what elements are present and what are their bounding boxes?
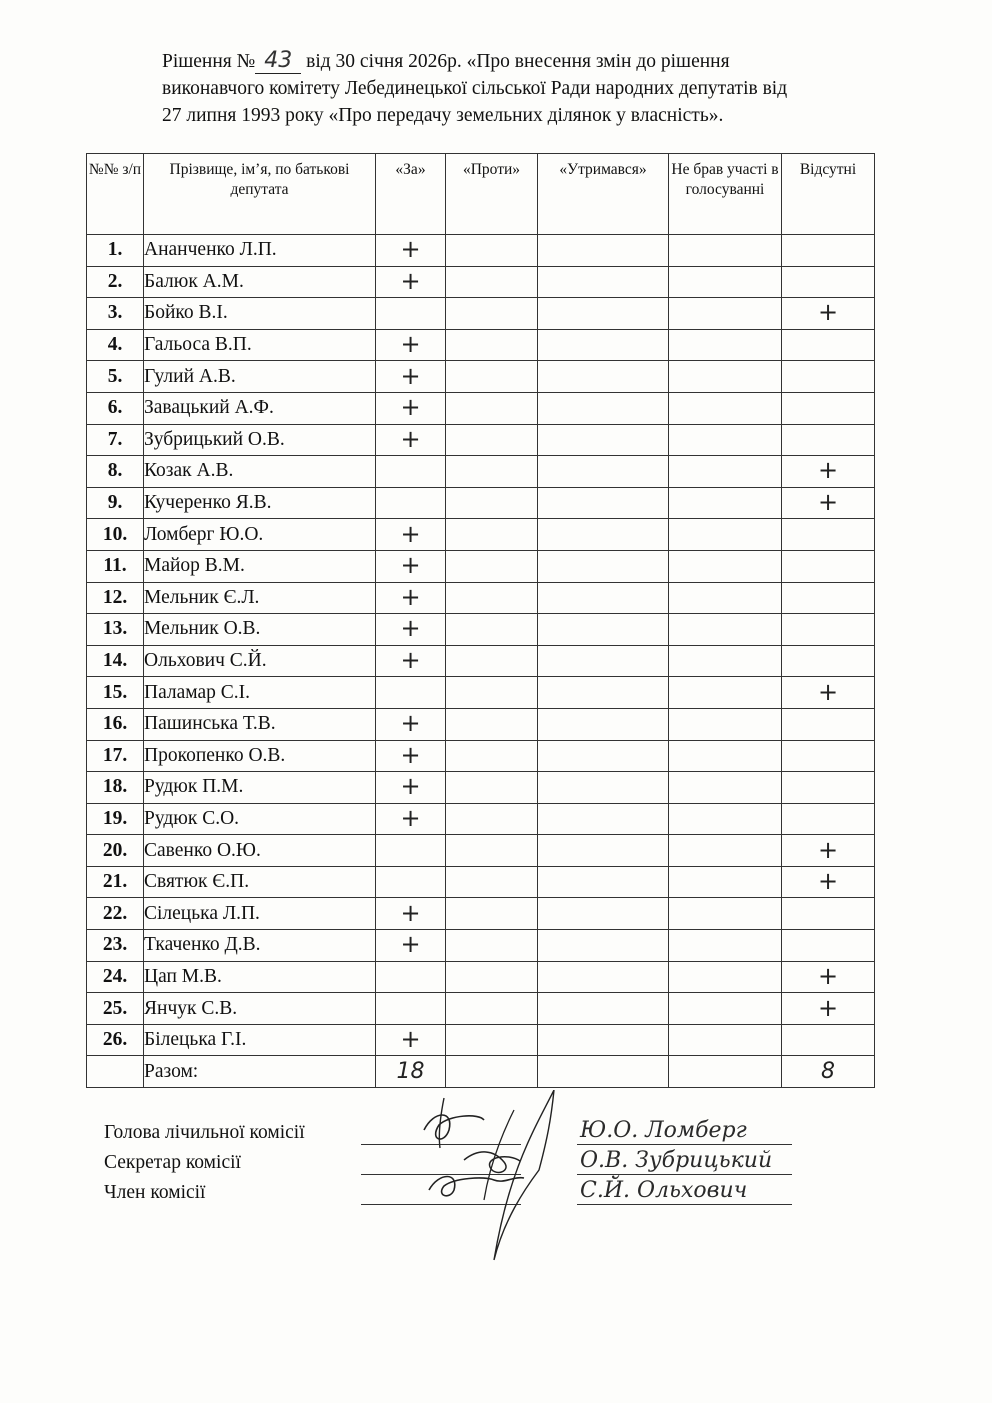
absent-cell: [782, 677, 875, 709]
total-against: [446, 1056, 538, 1088]
row-number: 2.: [87, 266, 144, 298]
total-row: [87, 1056, 875, 1088]
vote-against-cell: [446, 519, 538, 551]
vote-abstain-cell: [538, 898, 669, 930]
handwritten-plus-mark: +: [400, 424, 421, 453]
col-header-name: Прізвище, ім’я, по батькові депутата: [144, 154, 376, 235]
absent-cell: [782, 645, 875, 677]
vote-no-participation-cell: [669, 582, 782, 614]
col-header-no-participation: Не брав участі в голосуванні: [669, 154, 782, 235]
vote-no-participation-cell: [669, 298, 782, 330]
row-number: 1.: [87, 235, 144, 267]
row-number: 20.: [87, 835, 144, 867]
vote-against-cell: [446, 550, 538, 582]
deputy-name: Бойко В.І.: [144, 298, 376, 330]
handwritten-plus-mark: +: [400, 803, 421, 832]
row-number: 4.: [87, 329, 144, 361]
handwritten-plus-mark: +: [400, 740, 421, 769]
vote-table-body: [87, 235, 875, 1056]
vote-for-cell: [376, 961, 446, 993]
vote-abstain-cell: [538, 740, 669, 772]
absent-cell: [782, 487, 875, 519]
vote-for-cell: [376, 582, 446, 614]
table-row: [87, 708, 875, 740]
absent-cell: [782, 866, 875, 898]
row-number: 22.: [87, 898, 144, 930]
vote-against-cell: [446, 708, 538, 740]
table-row: [87, 930, 875, 962]
vote-abstain-cell: [538, 550, 669, 582]
vote-abstain-cell: [538, 930, 669, 962]
vote-for-cell: [376, 866, 446, 898]
row-number: 11.: [87, 550, 144, 582]
handwritten-plus-mark: +: [817, 298, 839, 327]
table-row: [87, 740, 875, 772]
vote-against-cell: [446, 898, 538, 930]
signature-block: [104, 1120, 864, 1240]
table-row: [87, 550, 875, 582]
vote-no-participation-cell: [669, 740, 782, 772]
vote-for-cell: [376, 740, 446, 772]
vote-against-cell: [446, 392, 538, 424]
vote-abstain-cell: [538, 803, 669, 835]
decision-date-title: від 30 січня 2026р. «Про внесення змін до рішення: [306, 51, 730, 72]
vote-against-cell: [446, 835, 538, 867]
handwritten-plus-mark: +: [817, 867, 839, 896]
vote-against-cell: [446, 740, 538, 772]
vote-for-cell: [376, 424, 446, 456]
vote-against-cell: [446, 235, 538, 267]
absent-cell: [782, 740, 875, 772]
absent-cell: [782, 1024, 875, 1056]
chair-label: Голова лічильної комісії: [104, 1122, 305, 1143]
table-row: [87, 519, 875, 551]
vote-no-participation-cell: [669, 424, 782, 456]
deputy-name: Пашинська Т.В.: [144, 708, 376, 740]
deputy-name: Майор В.М.: [144, 550, 376, 582]
vote-abstain-cell: [538, 866, 669, 898]
vote-for-cell: [376, 487, 446, 519]
vote-for-cell: [376, 645, 446, 677]
vote-no-participation-cell: [669, 866, 782, 898]
deputy-name: Козак А.В.: [144, 456, 376, 488]
table-row: [87, 235, 875, 267]
deputy-name: Ананченко Л.П.: [144, 235, 376, 267]
absent-cell: [782, 329, 875, 361]
row-number: 17.: [87, 740, 144, 772]
vote-abstain-cell: [538, 519, 669, 551]
vote-no-participation-cell: [669, 1024, 782, 1056]
handwritten-plus-mark: +: [400, 1025, 421, 1054]
deputy-name: Паламар С.І.: [144, 677, 376, 709]
row-number: 9.: [87, 487, 144, 519]
absent-cell: [782, 930, 875, 962]
vote-abstain-cell: [538, 772, 669, 804]
absent-cell: [782, 614, 875, 646]
row-number: 7.: [87, 424, 144, 456]
handwritten-plus-mark: +: [400, 772, 421, 801]
row-number: 12.: [87, 582, 144, 614]
vote-no-participation-cell: [669, 677, 782, 709]
vote-no-participation-cell: [669, 487, 782, 519]
row-number: 6.: [87, 392, 144, 424]
vote-abstain-cell: [538, 424, 669, 456]
vote-against-cell: [446, 993, 538, 1025]
absent-cell: [782, 519, 875, 551]
vote-abstain-cell: [538, 677, 669, 709]
table-row: [87, 329, 875, 361]
vote-for-cell: [376, 898, 446, 930]
total-no-participation: [669, 1056, 782, 1088]
table-row: [87, 614, 875, 646]
vote-no-participation-cell: [669, 614, 782, 646]
row-number: 14.: [87, 645, 144, 677]
vote-abstain-cell: [538, 582, 669, 614]
vote-abstain-cell: [538, 298, 669, 330]
handwritten-plus-mark: +: [400, 614, 421, 643]
vote-table: [86, 153, 875, 1088]
decision-prefix: Рішення №: [162, 51, 256, 72]
deputy-name: Прокопенко О.В.: [144, 740, 376, 772]
vote-for-cell: [376, 803, 446, 835]
table-row: [87, 456, 875, 488]
absent-cell: [782, 803, 875, 835]
table-row: [87, 266, 875, 298]
vote-against-cell: [446, 266, 538, 298]
vote-no-participation-cell: [669, 645, 782, 677]
table-row: [87, 835, 875, 867]
table-row: [87, 772, 875, 804]
vote-no-participation-cell: [669, 235, 782, 267]
row-number: 21.: [87, 866, 144, 898]
vote-for-cell: [376, 456, 446, 488]
handwritten-plus-mark: +: [817, 961, 839, 990]
handwritten-plus-mark: +: [400, 582, 421, 611]
absent-cell: [782, 582, 875, 614]
table-row: [87, 1024, 875, 1056]
deputy-name: Ткаченко Д.В.: [144, 930, 376, 962]
handwritten-plus-mark: +: [400, 930, 421, 959]
vote-abstain-cell: [538, 708, 669, 740]
vote-no-participation-cell: [669, 772, 782, 804]
vote-for-cell: [376, 329, 446, 361]
vote-no-participation-cell: [669, 898, 782, 930]
absent-cell: [782, 898, 875, 930]
vote-abstain-cell: [538, 361, 669, 393]
vote-abstain-cell: [538, 835, 669, 867]
decision-header: [162, 48, 922, 129]
deputy-name: Зубрицький О.В.: [144, 424, 376, 456]
col-header-abstain: «Утримався»: [538, 154, 669, 235]
handwritten-plus-mark: +: [817, 993, 839, 1022]
total-label: Разом:: [144, 1056, 376, 1088]
row-number: 8.: [87, 456, 144, 488]
deputy-name: Кучеренко Я.В.: [144, 487, 376, 519]
deputy-name: Мельник О.В.: [144, 614, 376, 646]
vote-abstain-cell: [538, 1024, 669, 1056]
handwritten-plus-mark: +: [400, 709, 421, 738]
table-row: [87, 361, 875, 393]
absent-cell: [782, 772, 875, 804]
table-header-row: [87, 154, 875, 235]
vote-for-cell: [376, 392, 446, 424]
vote-no-participation-cell: [669, 392, 782, 424]
vote-for-cell: [376, 266, 446, 298]
deputy-name: Рудюк С.О.: [144, 803, 376, 835]
vote-abstain-cell: [538, 456, 669, 488]
handwritten-plus-mark: +: [817, 677, 839, 706]
vote-for-cell: [376, 993, 446, 1025]
deputy-name: Святюк Є.П.: [144, 866, 376, 898]
vote-for-cell: [376, 835, 446, 867]
handwritten-plus-mark: +: [400, 330, 421, 359]
vote-against-cell: [446, 424, 538, 456]
vote-against-cell: [446, 361, 538, 393]
row-number: 15.: [87, 677, 144, 709]
vote-abstain-cell: [538, 235, 669, 267]
member-label: Член комісії: [104, 1182, 206, 1203]
deputy-name: Сілецька Л.П.: [144, 898, 376, 930]
vote-abstain-cell: [538, 614, 669, 646]
col-header-against: «Проти»: [446, 154, 538, 235]
table-row: [87, 961, 875, 993]
vote-against-cell: [446, 803, 538, 835]
deputy-name: Гулий А.В.: [144, 361, 376, 393]
secretary-label: Секретар комісії: [104, 1152, 241, 1173]
deputy-name: Рудюк П.М.: [144, 772, 376, 804]
total-absent: 8: [782, 1056, 875, 1088]
vote-no-participation-cell: [669, 708, 782, 740]
row-number: 16.: [87, 708, 144, 740]
row-number: 5.: [87, 361, 144, 393]
row-number: 23.: [87, 930, 144, 962]
row-number: 19.: [87, 803, 144, 835]
vote-abstain-cell: [538, 961, 669, 993]
vote-for-cell: [376, 298, 446, 330]
absent-cell: [782, 961, 875, 993]
vote-no-participation-cell: [669, 835, 782, 867]
absent-cell: [782, 424, 875, 456]
deputy-name: Білецька Г.І.: [144, 1024, 376, 1056]
decision-number: 43: [255, 51, 301, 74]
vote-no-participation-cell: [669, 993, 782, 1025]
handwritten-plus-mark: +: [400, 898, 421, 927]
vote-against-cell: [446, 1024, 538, 1056]
handwritten-plus-mark: +: [400, 646, 421, 675]
vote-against-cell: [446, 645, 538, 677]
vote-for-cell: [376, 614, 446, 646]
deputy-name: Балюк А.М.: [144, 266, 376, 298]
vote-no-participation-cell: [669, 930, 782, 962]
deputy-name: Янчук С.В.: [144, 993, 376, 1025]
table-row: [87, 677, 875, 709]
vote-against-cell: [446, 582, 538, 614]
vote-for-cell: [376, 708, 446, 740]
handwritten-plus-mark: +: [817, 456, 839, 485]
header-line-2: виконавчого комітету Лебединецької сільської Ради народних депутатів від: [162, 78, 788, 99]
handwritten-plus-mark: +: [400, 551, 421, 580]
deputy-name: Савенко О.Ю.: [144, 835, 376, 867]
secretary-name: О.В. Зубрицький: [580, 1148, 773, 1173]
deputy-name: Цап М.В.: [144, 961, 376, 993]
header-line-3: 27 липня 1993 року «Про передачу земельних ділянок у власність».: [162, 105, 724, 126]
vote-abstain-cell: [538, 266, 669, 298]
vote-against-cell: [446, 487, 538, 519]
table-row: [87, 993, 875, 1025]
col-header-num: №№ з/п: [87, 154, 144, 235]
handwritten-plus-mark: +: [817, 488, 839, 517]
vote-no-participation-cell: [669, 456, 782, 488]
table-row: [87, 392, 875, 424]
deputy-name: Мельник Є.Л.: [144, 582, 376, 614]
table-row: [87, 866, 875, 898]
table-row: [87, 803, 875, 835]
vote-for-cell: [376, 1024, 446, 1056]
vote-against-cell: [446, 772, 538, 804]
vote-for-cell: [376, 519, 446, 551]
col-header-for: «За»: [376, 154, 446, 235]
absent-cell: [782, 456, 875, 488]
row-number: 13.: [87, 614, 144, 646]
absent-cell: [782, 266, 875, 298]
total-for: 18: [376, 1056, 446, 1088]
vote-for-cell: [376, 677, 446, 709]
vote-no-participation-cell: [669, 803, 782, 835]
handwritten-plus-mark: +: [817, 835, 839, 864]
vote-against-cell: [446, 866, 538, 898]
handwritten-signatures-icon: [404, 1090, 684, 1270]
vote-abstain-cell: [538, 392, 669, 424]
handwritten-plus-mark: +: [400, 519, 421, 548]
vote-for-cell: [376, 361, 446, 393]
vote-against-cell: [446, 456, 538, 488]
total-num-cell: [87, 1056, 144, 1088]
table-row: [87, 487, 875, 519]
deputy-name: Гальоса В.П.: [144, 329, 376, 361]
absent-cell: [782, 550, 875, 582]
vote-against-cell: [446, 961, 538, 993]
absent-cell: [782, 835, 875, 867]
vote-abstain-cell: [538, 645, 669, 677]
vote-abstain-cell: [538, 329, 669, 361]
deputy-name: Ломберг Ю.О.: [144, 519, 376, 551]
vote-abstain-cell: [538, 487, 669, 519]
handwritten-plus-mark: +: [400, 235, 421, 264]
vote-against-cell: [446, 930, 538, 962]
absent-cell: [782, 298, 875, 330]
vote-for-cell: [376, 930, 446, 962]
deputy-name: Ольхович С.Й.: [144, 645, 376, 677]
row-number: 3.: [87, 298, 144, 330]
row-number: 25.: [87, 993, 144, 1025]
vote-no-participation-cell: [669, 550, 782, 582]
vote-against-cell: [446, 677, 538, 709]
vote-no-participation-cell: [669, 519, 782, 551]
absent-cell: [782, 235, 875, 267]
header-line-1: [162, 48, 922, 75]
member-name: С.Й. Ольхович: [580, 1178, 748, 1203]
row-number: 24.: [87, 961, 144, 993]
col-header-absent: Відсутні: [782, 154, 875, 235]
table-row: [87, 582, 875, 614]
vote-for-cell: [376, 235, 446, 267]
vote-no-participation-cell: [669, 361, 782, 393]
row-number: 26.: [87, 1024, 144, 1056]
handwritten-plus-mark: +: [400, 266, 421, 295]
vote-against-cell: [446, 298, 538, 330]
handwritten-plus-mark: +: [400, 361, 421, 390]
vote-against-cell: [446, 614, 538, 646]
vote-for-cell: [376, 550, 446, 582]
vote-against-cell: [446, 329, 538, 361]
absent-cell: [782, 361, 875, 393]
row-number: 18.: [87, 772, 144, 804]
vote-for-cell: [376, 772, 446, 804]
table-row: [87, 424, 875, 456]
absent-cell: [782, 708, 875, 740]
vote-no-participation-cell: [669, 266, 782, 298]
row-number: 10.: [87, 519, 144, 551]
table-row: [87, 645, 875, 677]
vote-no-participation-cell: [669, 961, 782, 993]
table-row: [87, 898, 875, 930]
vote-no-participation-cell: [669, 329, 782, 361]
vote-abstain-cell: [538, 993, 669, 1025]
handwritten-plus-mark: +: [400, 393, 421, 422]
absent-cell: [782, 993, 875, 1025]
chair-name: Ю.О. Ломберг: [580, 1118, 747, 1143]
absent-cell: [782, 392, 875, 424]
deputy-name: Завацький А.Ф.: [144, 392, 376, 424]
table-row: [87, 298, 875, 330]
total-abstain: [538, 1056, 669, 1088]
